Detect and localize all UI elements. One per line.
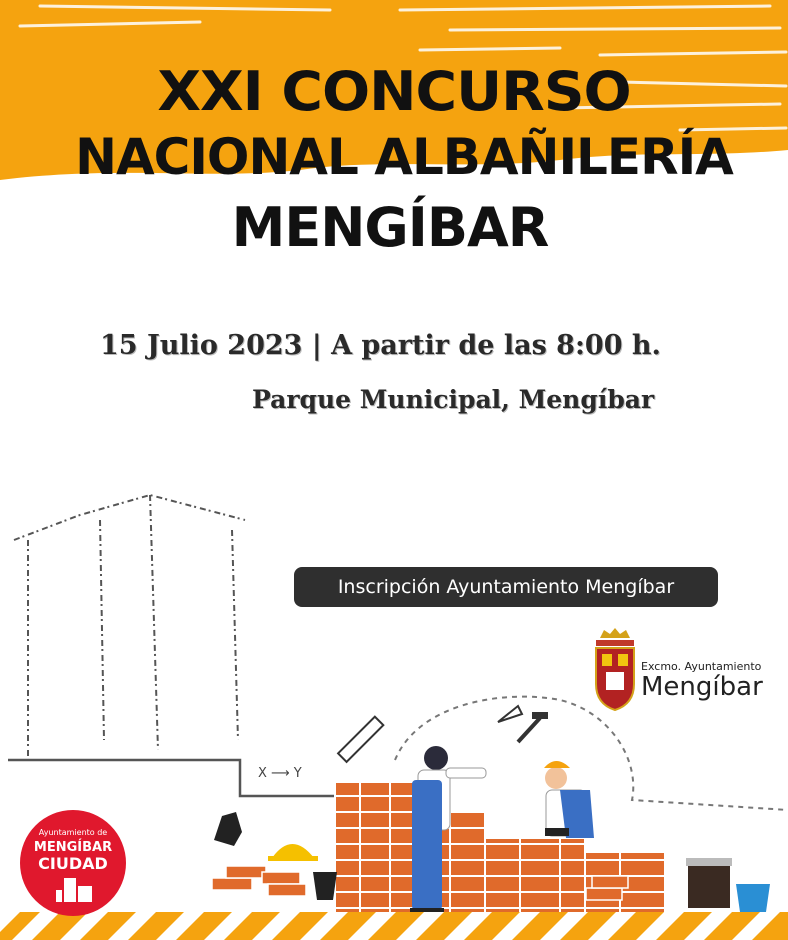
crest-big-text: Mengíbar xyxy=(641,672,763,702)
crest-small-text: Excmo. Ayuntamiento xyxy=(641,660,762,673)
arc-dashed xyxy=(395,697,788,810)
badge-line-2: MENGÍBAR xyxy=(33,840,113,855)
badge-line-1: Ayuntamiento de xyxy=(38,828,108,837)
trowel-icon xyxy=(498,706,522,722)
bucket-icon-blue xyxy=(736,884,770,912)
gloves-icon xyxy=(214,812,242,846)
building-sketch xyxy=(14,495,245,760)
title-line-3: MENGÍBAR xyxy=(231,196,549,259)
city-badge xyxy=(20,810,126,916)
brick-wall xyxy=(335,782,665,922)
coat-of-arms-icon xyxy=(592,628,638,712)
title-line-1: XXI CONCURSO xyxy=(157,60,631,123)
helmet-icon xyxy=(268,844,318,861)
diagram-label: X ⟶ Y xyxy=(258,766,302,781)
cement-bag-icon xyxy=(686,858,732,908)
worker-kneeling xyxy=(544,761,594,838)
city-skyline-icon xyxy=(56,876,92,902)
crest-caption xyxy=(641,660,763,702)
title-line-2: NACIONAL ALBAÑILERÍA xyxy=(75,128,733,186)
badge-line-3: CIUDAD xyxy=(38,854,108,873)
event-date: 15 Julio 2023 | A partir de las 8:00 h. xyxy=(100,330,661,361)
registration-pill: Inscripción Ayuntamiento Mengíbar xyxy=(294,567,718,607)
bucket-icon xyxy=(313,872,337,900)
level-icon xyxy=(338,717,383,762)
event-place: Parque Municipal, Mengíbar xyxy=(252,385,655,414)
hammer-icon xyxy=(518,712,548,742)
